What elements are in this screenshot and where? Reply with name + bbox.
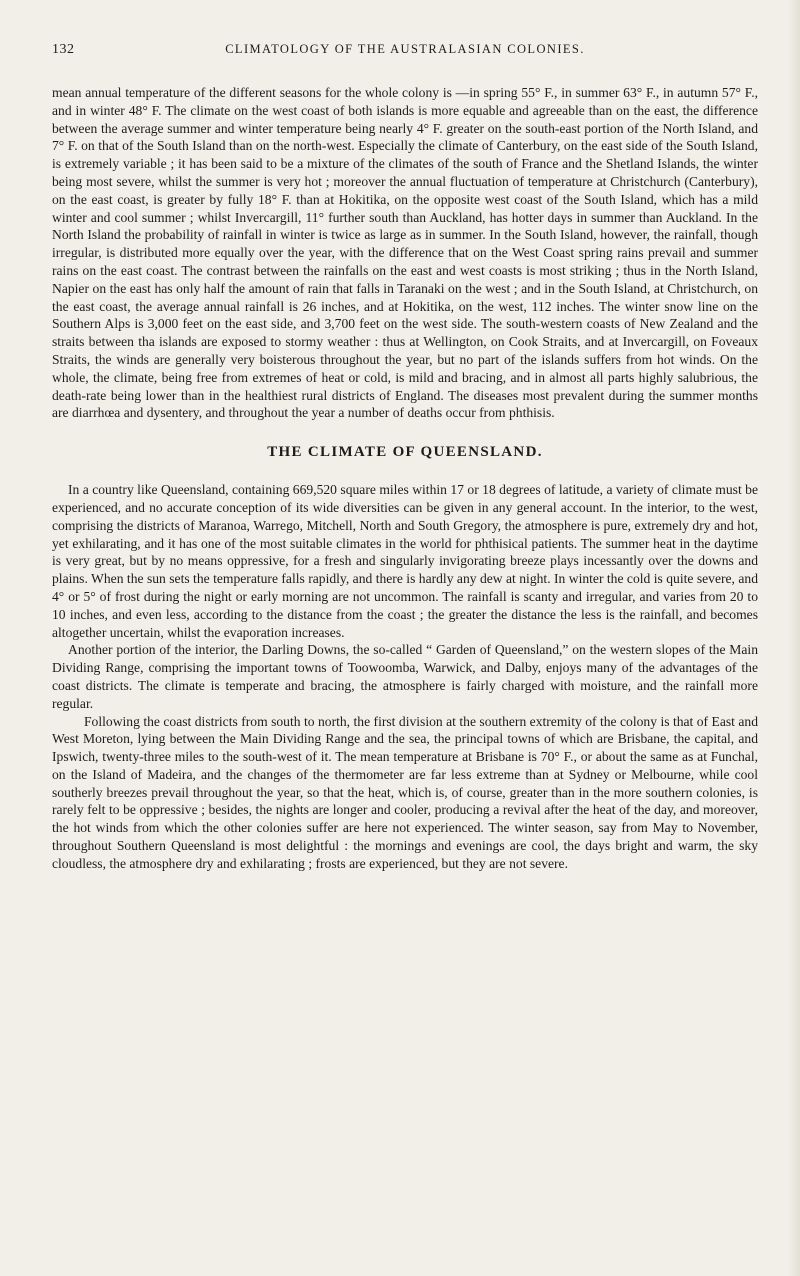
paragraph-queensland-interior: In a country like Queensland, containing 669,520 square miles within 17 or 18 degrees of latitude, a variety of climate must be experienced, and no accurate conception of its wide diversities can be given in any general account. In the interior, to the west, comprising the districts of Maranoa, Warrego, Mitchell, North and South Gregory, the atmosphere is pure, extremely dry and hot, yet exhilarating, and it has one of the most suitable climates in the world for phthisical patients. The summer heat in the daytime is very great, but by no means oppressive, for a fresh and singularly invigorating breeze plays incessantly over the downs and plains. When the sun sets the temperature falls rapidly, and there is hardly any dew at night. In winter the cold is quite severe, and 4° or 5° of frost during the night or early morning are not uncommon. The rainfall is scanty and irregular, and varies from 20 to 10 inches, and even less, according to the distance from the coast ; the greater the distance the less is the rainfall, and becomes altogether uncertain, whilst the evaporation increases. xyxy=(52,482,758,640)
running-head: CLIMATOLOGY OF THE AUSTRALASIAN COLONIES. xyxy=(225,42,585,56)
page-number: 132 xyxy=(52,42,75,57)
paragraph-coast-districts: Following the coast districts from south to north, the first division at the southern extremity of the colony is that of East and West Moreton, lying between the Main Dividing Range and the sea, the principal towns of which are Brisbane, the capital, and Ipswich, twenty-three miles to the south-west of it. The mean temperature at Brisbane is 70° F., or about the same as at Funchal, on the Island of Madeira, and the changes of the thermometer are far less extreme than at Sydney or Melbourne, while cool southerly breezes prevail throughout the year, so that the heat, which is, of course, greater than in the more southern colonies, is rarely felt to be oppressive ; besides, the nights are longer and cooler, producing a revival after the heat of the day, and moreover, the hot winds from which the other colonies suffer are here not experienced. The winter season, say from May to November, throughout Southern Queensland is most delightful : the mornings and evenings are cool, the days bright and warm, the sky cloudless, the atmosphere dry and exhilarating ; frosts are experienced, but they are not severe. xyxy=(52,713,758,871)
paragraph-new-zealand-climate: mean annual temperature of the different seasons for the whole colony is —in spring 55° F., in summer 63° F., in autumn 57° F., and in winter 48° F. The climate on the west coast of both islands is more equable and agreeable than on the east, the difference between the average summer and winter temperature being nearly 4° F. greater on the south-east portion of the North Island, and 7° F. on that of the South Island than on the north-west. Especially the climate of Canterbury, on the east side of the South Island, is extremely variable ; it has been said to be a mixture of the climates of the south of France and the Shetland Islands, the winter being most severe, whilst the summer is very hot ; moreover the annual fluctuation of temperature at Christchurch (Canterbury), on the east coast, is greater by fully 18° F. than at Hokitika, on the opposite west coast of the South Island, which has a mild winter and cool summer ; whilst Invercargill, 11° further south than Auckland, has hotter days in summer than Auckland. In the North Island the probability of rainfall in winter is twice as large as in summer. In the South Island, however, the rainfall, though irregular, is distributed more equally over the year, with the difference that on the West Coast spring rains prevail and summer rains on the east coast. The contrast between the rainfalls on the east and west coasts is most striking ; thus in the North Island, Napier on the east has only half the amount of rain that falls in Taranaki on the west ; and in the South Island, at Christchurch, on the east coast, the average annual rainfall is 26 inches, and at Hokitika, on the west, 112 inches. The winter snow line on the Southern Alps is 3,000 feet on the east side, and 3,700 feet on the west side. The south-western coasts of New Zealand and the straits between tha islands are exposed to stormy weather : thus at Wellington, on Cook Straits, and at Invercargill, on Foveaux Straits, the winds are generally very boisterous throughout the year, but no part of the islands suffers from hot winds. On the whole, the climate, being free from extremes of heat or cold, is mild and bracing, and in almost all parts highly salubrious, the death-rate being lower than in the healthiest rural districts of England. The diseases most prevalent during the summer months are diarrhœa and dysentery, and throughout the year a number of deaths occur from phthisis. xyxy=(52,85,758,421)
page-edge-shadow xyxy=(788,0,800,1276)
page-header xyxy=(52,42,758,62)
section-heading: THE CLIMATE OF QUEENSLAND. xyxy=(267,444,543,461)
paragraph-darling-downs: Another portion of the interior, the Darling Downs, the so-called “ Garden of Queensland,” on the western slopes of the Main Dividing Range, comprising the important towns of Toowoomba, Warwick, and Dalby, enjoys many of the advantages of the coast districts. The climate is temperate and bracing, the atmosphere is fairly charged with moisture, and the rainfall more regular. xyxy=(52,642,758,711)
page-body xyxy=(52,84,758,873)
